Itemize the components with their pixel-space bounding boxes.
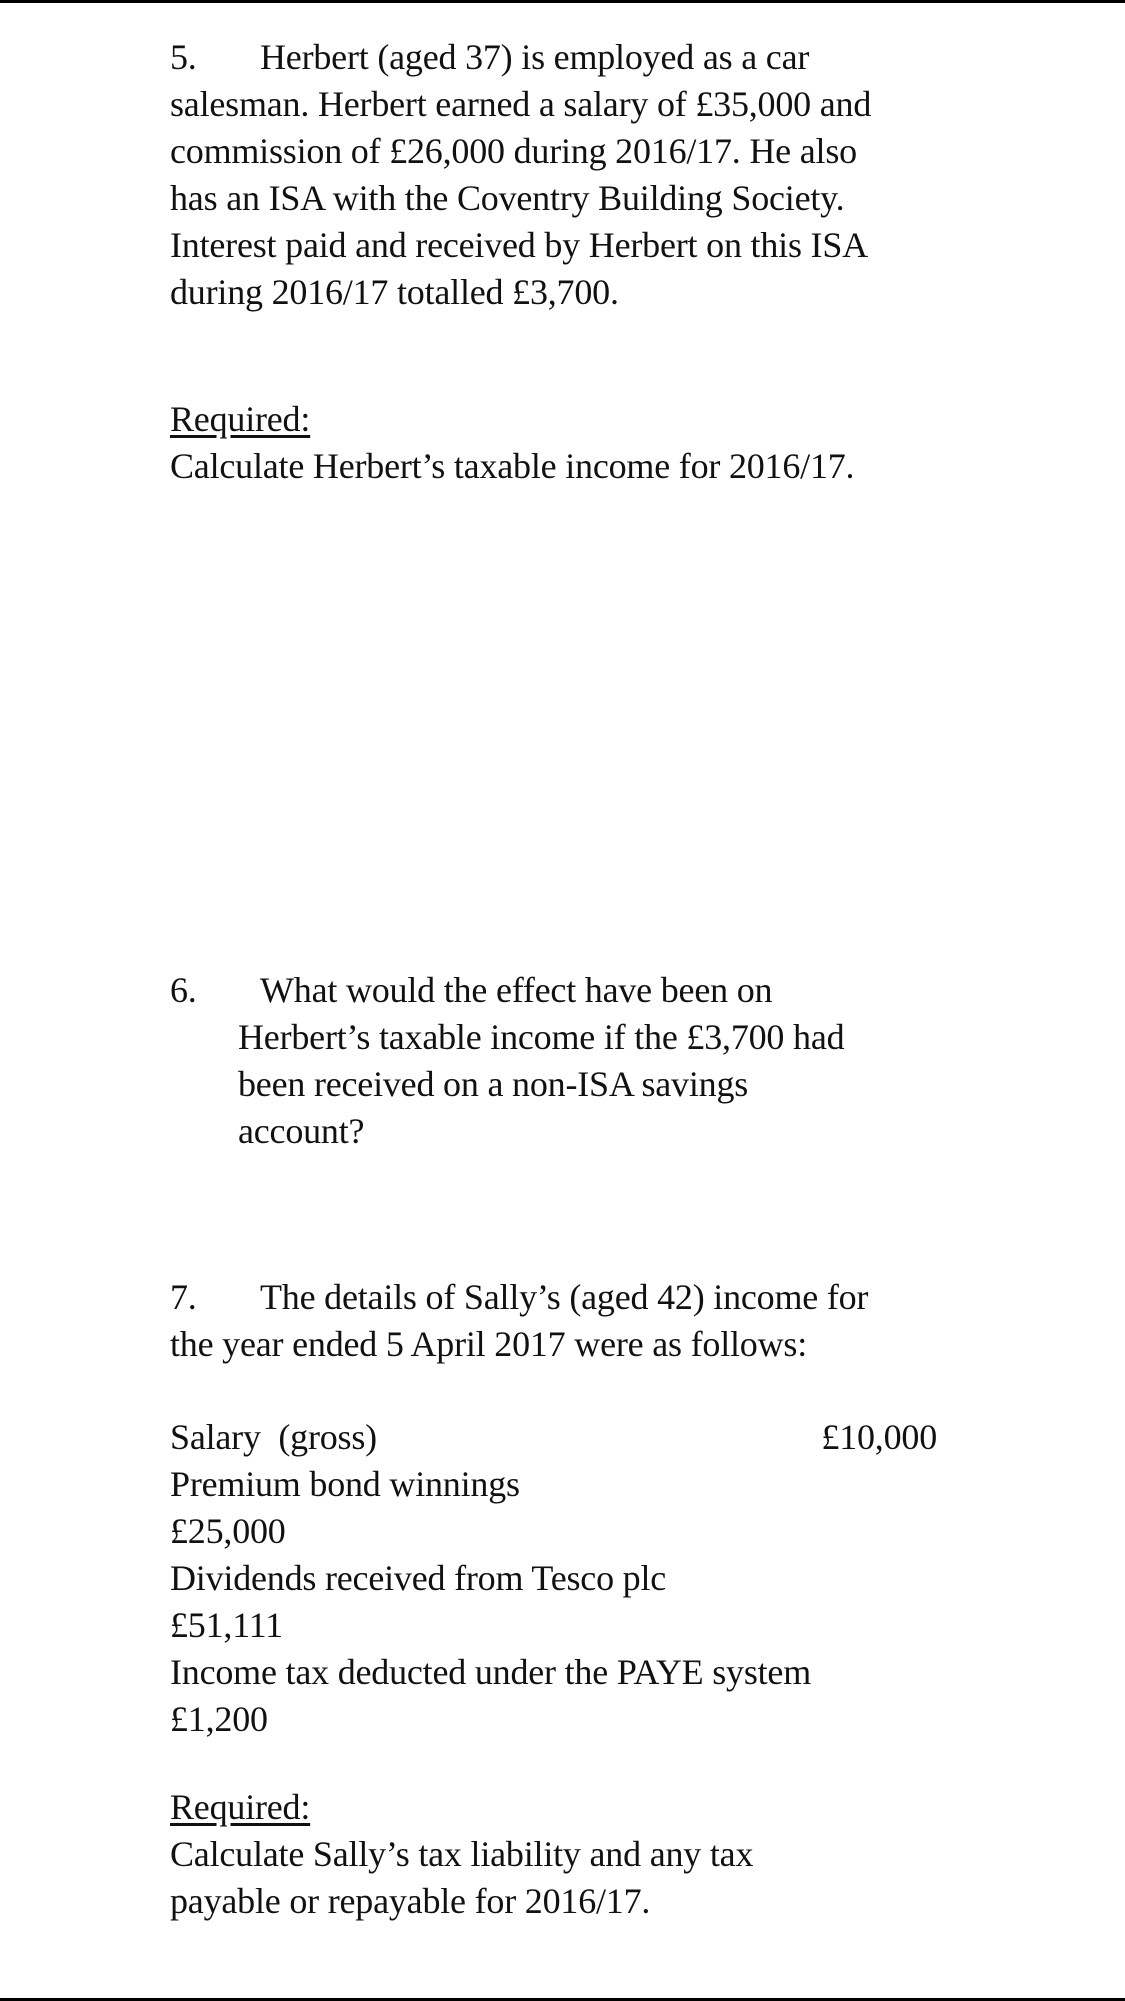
q5-line-5: Interest paid and received by Herbert on this ISA <box>170 225 868 265</box>
q6-number: 6. <box>170 970 197 1010</box>
q6-text: What would the effect have been on <box>260 970 773 1010</box>
q5-required-label: Required: <box>170 399 311 439</box>
q7-line-1 <box>170 1274 868 1321</box>
q7-required-label: Required: <box>170 1787 311 1827</box>
q5-line-6: during 2016/17 totalled £3,700. <box>170 272 619 312</box>
q6-line-1 <box>170 967 772 1014</box>
q5-line-2: salesman. Herbert earned a salary of £35,000 and <box>170 84 872 124</box>
income-item-label: Salary (gross) <box>170 1417 377 1457</box>
q5-required-text: Calculate Herbert’s taxable income for 2016/17. <box>170 446 855 486</box>
income-item-label: Income tax deducted under the PAYE system <box>170 1652 812 1692</box>
q6-line-2: Herbert’s taxable income if the £3,700 had <box>238 1017 845 1057</box>
q6-line-3: been received on a non-ISA savings <box>238 1064 749 1104</box>
q5-line-4: has an ISA with the Coventry Building Society. <box>170 178 845 218</box>
income-item-amount: £10,000 <box>821 1417 937 1457</box>
income-item-label: Dividends received from Tesco plc <box>170 1558 667 1598</box>
q7-required-line-2: payable or repayable for 2016/17. <box>170 1881 651 1921</box>
q7-text: The details of Sally’s (aged 42) income for <box>260 1277 869 1317</box>
q5-number: 5. <box>170 37 197 77</box>
income-item-amount: £51,111 <box>170 1605 283 1645</box>
q7-required-line-1: Calculate Sally’s tax liability and any tax <box>170 1834 754 1874</box>
q6-line-4: account? <box>238 1111 365 1151</box>
q7-number: 7. <box>170 1277 197 1317</box>
income-item-amount: £25,000 <box>170 1511 286 1551</box>
q5-line-3: commission of £26,000 during 2016/17. He also <box>170 131 857 171</box>
income-item-amount: £1,200 <box>170 1699 268 1739</box>
q5-text: Herbert (aged 37) is employed as a car <box>260 37 810 77</box>
income-item-salary <box>170 1414 970 1461</box>
q7-line-2: the year ended 5 April 2017 were as follows: <box>170 1324 808 1364</box>
income-item-label: Premium bond winnings <box>170 1464 520 1504</box>
q5-line-1 <box>170 34 809 81</box>
